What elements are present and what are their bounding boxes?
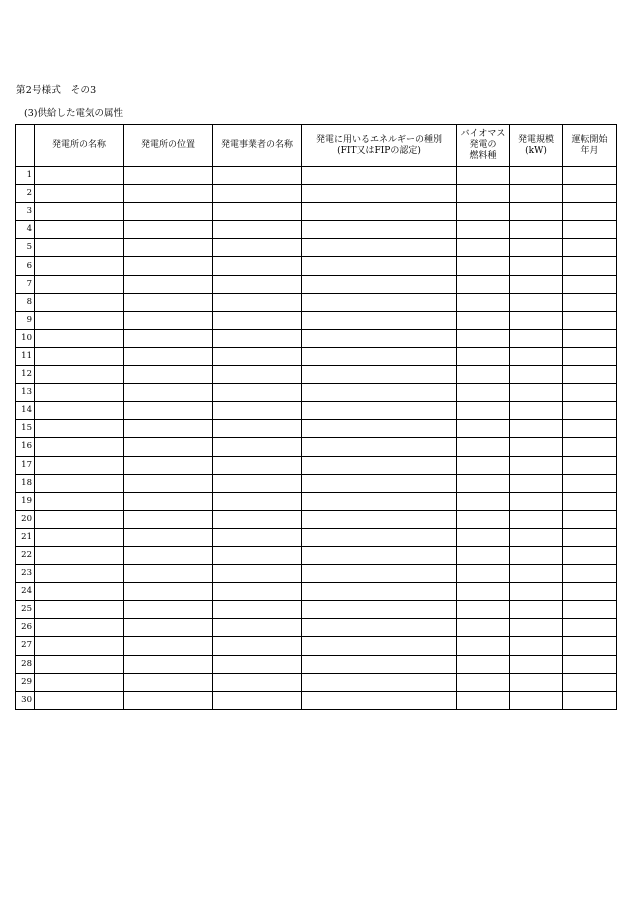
cell-energy-type[interactable] xyxy=(302,311,457,329)
cell-capacity[interactable] xyxy=(510,438,563,456)
cell-capacity[interactable] xyxy=(510,221,563,239)
cell-start-date[interactable] xyxy=(563,601,617,619)
cell-operator-name[interactable] xyxy=(213,257,302,275)
cell-energy-type[interactable] xyxy=(302,293,457,311)
cell-operator-name[interactable] xyxy=(213,565,302,583)
cell-capacity[interactable] xyxy=(510,366,563,384)
attributes-table xyxy=(15,124,617,710)
header-number xyxy=(16,125,35,167)
cell-plant-location[interactable] xyxy=(124,492,213,510)
cell-plant-name[interactable] xyxy=(35,293,124,311)
row-number: 13 xyxy=(16,384,35,402)
cell-plant-location[interactable] xyxy=(124,510,213,528)
table-row xyxy=(16,438,617,456)
cell-start-date[interactable] xyxy=(563,619,617,637)
table-row xyxy=(16,673,617,691)
cell-biomass-fuel[interactable] xyxy=(457,402,510,420)
cell-start-date[interactable] xyxy=(563,637,617,655)
header-energy-type-line2: (FIT又はFIPの認定) xyxy=(337,145,421,156)
cell-energy-type[interactable] xyxy=(302,673,457,691)
cell-plant-location[interactable] xyxy=(124,673,213,691)
cell-plant-name[interactable] xyxy=(35,438,124,456)
cell-biomass-fuel[interactable] xyxy=(457,221,510,239)
cell-plant-name[interactable] xyxy=(35,456,124,474)
cell-plant-name[interactable] xyxy=(35,257,124,275)
row-number: 3 xyxy=(16,203,35,221)
cell-plant-location[interactable] xyxy=(124,474,213,492)
cell-plant-location[interactable] xyxy=(124,583,213,601)
cell-biomass-fuel[interactable] xyxy=(457,456,510,474)
cell-energy-type[interactable] xyxy=(302,275,457,293)
cell-plant-location[interactable] xyxy=(124,329,213,347)
cell-start-date[interactable] xyxy=(563,257,617,275)
cell-plant-location[interactable] xyxy=(124,546,213,564)
cell-plant-name[interactable] xyxy=(35,510,124,528)
cell-plant-location[interactable] xyxy=(124,311,213,329)
cell-capacity[interactable] xyxy=(510,691,563,709)
row-number: 29 xyxy=(16,673,35,691)
header-capacity-line1: 発電規模 xyxy=(517,134,554,145)
cell-start-date[interactable] xyxy=(563,402,617,420)
cell-plant-name[interactable] xyxy=(35,528,124,546)
cell-biomass-fuel[interactable] xyxy=(457,420,510,438)
cell-capacity[interactable] xyxy=(510,293,563,311)
cell-start-date[interactable] xyxy=(563,329,617,347)
cell-capacity[interactable] xyxy=(510,546,563,564)
cell-energy-type[interactable] xyxy=(302,257,457,275)
cell-operator-name[interactable] xyxy=(213,510,302,528)
cell-plant-name[interactable] xyxy=(35,601,124,619)
cell-biomass-fuel[interactable] xyxy=(457,275,510,293)
cell-plant-name[interactable] xyxy=(35,167,124,185)
table-row xyxy=(16,366,617,384)
cell-start-date[interactable] xyxy=(563,546,617,564)
row-number: 11 xyxy=(16,347,35,365)
cell-energy-type[interactable] xyxy=(302,510,457,528)
cell-capacity[interactable] xyxy=(510,637,563,655)
cell-start-date[interactable] xyxy=(563,673,617,691)
cell-start-date[interactable] xyxy=(563,528,617,546)
cell-capacity[interactable] xyxy=(510,167,563,185)
cell-energy-type[interactable] xyxy=(302,438,457,456)
table-row xyxy=(16,420,617,438)
cell-biomass-fuel[interactable] xyxy=(457,293,510,311)
row-number: 15 xyxy=(16,420,35,438)
cell-plant-location[interactable] xyxy=(124,601,213,619)
table-row xyxy=(16,293,617,311)
cell-plant-location[interactable] xyxy=(124,619,213,637)
cell-operator-name[interactable] xyxy=(213,546,302,564)
cell-energy-type[interactable] xyxy=(302,366,457,384)
row-number: 6 xyxy=(16,257,35,275)
table-row xyxy=(16,239,617,257)
cell-energy-type[interactable] xyxy=(302,637,457,655)
cell-capacity[interactable] xyxy=(510,329,563,347)
row-number: 26 xyxy=(16,619,35,637)
cell-capacity[interactable] xyxy=(510,384,563,402)
cell-operator-name[interactable] xyxy=(213,691,302,709)
cell-start-date[interactable] xyxy=(563,384,617,402)
cell-plant-location[interactable] xyxy=(124,221,213,239)
table-row xyxy=(16,456,617,474)
header-plant-name: 発電所の名称 xyxy=(35,125,124,167)
cell-plant-name[interactable] xyxy=(35,239,124,257)
cell-plant-location[interactable] xyxy=(124,456,213,474)
cell-start-date[interactable] xyxy=(563,167,617,185)
table-row xyxy=(16,329,617,347)
cell-operator-name[interactable] xyxy=(213,420,302,438)
cell-operator-name[interactable] xyxy=(213,185,302,203)
cell-start-date[interactable] xyxy=(563,691,617,709)
table-row xyxy=(16,257,617,275)
row-number: 9 xyxy=(16,311,35,329)
row-number: 24 xyxy=(16,583,35,601)
cell-biomass-fuel[interactable] xyxy=(457,528,510,546)
cell-energy-type[interactable] xyxy=(302,619,457,637)
cell-plant-name[interactable] xyxy=(35,275,124,293)
row-number: 10 xyxy=(16,329,35,347)
cell-plant-location[interactable] xyxy=(124,565,213,583)
row-number: 21 xyxy=(16,528,35,546)
cell-plant-location[interactable] xyxy=(124,637,213,655)
cell-energy-type[interactable] xyxy=(302,221,457,239)
cell-plant-location[interactable] xyxy=(124,691,213,709)
cell-start-date[interactable] xyxy=(563,275,617,293)
header-capacity-line2: (kW) xyxy=(525,145,547,156)
table-row xyxy=(16,510,617,528)
cell-capacity[interactable] xyxy=(510,492,563,510)
cell-capacity[interactable] xyxy=(510,402,563,420)
cell-capacity[interactable] xyxy=(510,601,563,619)
cell-capacity[interactable] xyxy=(510,420,563,438)
cell-capacity[interactable] xyxy=(510,311,563,329)
cell-capacity[interactable] xyxy=(510,619,563,637)
cell-operator-name[interactable] xyxy=(213,167,302,185)
cell-start-date[interactable] xyxy=(563,239,617,257)
cell-operator-name[interactable] xyxy=(213,239,302,257)
cell-energy-type[interactable] xyxy=(302,474,457,492)
row-number: 2 xyxy=(16,185,35,203)
table-row xyxy=(16,384,617,402)
cell-start-date[interactable] xyxy=(563,474,617,492)
row-number: 14 xyxy=(16,402,35,420)
cell-start-date[interactable] xyxy=(563,347,617,365)
cell-operator-name[interactable] xyxy=(213,619,302,637)
cell-energy-type[interactable] xyxy=(302,546,457,564)
cell-plant-location[interactable] xyxy=(124,366,213,384)
cell-operator-name[interactable] xyxy=(213,673,302,691)
cell-energy-type[interactable] xyxy=(302,655,457,673)
cell-start-date[interactable] xyxy=(563,510,617,528)
cell-plant-name[interactable] xyxy=(35,420,124,438)
cell-operator-name[interactable] xyxy=(213,438,302,456)
cell-operator-name[interactable] xyxy=(213,456,302,474)
table-row xyxy=(16,311,617,329)
cell-biomass-fuel[interactable] xyxy=(457,601,510,619)
cell-biomass-fuel[interactable] xyxy=(457,311,510,329)
cell-biomass-fuel[interactable] xyxy=(457,619,510,637)
row-number: 22 xyxy=(16,546,35,564)
header-biomass-fuel xyxy=(457,125,510,167)
table-body xyxy=(16,167,617,710)
table-row xyxy=(16,619,617,637)
row-number: 5 xyxy=(16,239,35,257)
cell-operator-name[interactable] xyxy=(213,329,302,347)
row-number: 16 xyxy=(16,438,35,456)
cell-operator-name[interactable] xyxy=(213,366,302,384)
table-row xyxy=(16,637,617,655)
header-operator-name: 発電事業者の名称 xyxy=(213,125,302,167)
cell-start-date[interactable] xyxy=(563,221,617,239)
cell-capacity[interactable] xyxy=(510,257,563,275)
row-number: 8 xyxy=(16,293,35,311)
cell-plant-location[interactable] xyxy=(124,402,213,420)
cell-plant-name[interactable] xyxy=(35,366,124,384)
cell-operator-name[interactable] xyxy=(213,583,302,601)
cell-operator-name[interactable] xyxy=(213,384,302,402)
row-number: 18 xyxy=(16,474,35,492)
header-start-line2: 年月 xyxy=(580,145,599,156)
cell-plant-location[interactable] xyxy=(124,185,213,203)
header-biomass-line3: 燃料種 xyxy=(469,151,497,161)
cell-plant-name[interactable] xyxy=(35,221,124,239)
cell-operator-name[interactable] xyxy=(213,293,302,311)
cell-plant-name[interactable] xyxy=(35,546,124,564)
cell-biomass-fuel[interactable] xyxy=(457,583,510,601)
table-row xyxy=(16,528,617,546)
row-number: 23 xyxy=(16,565,35,583)
cell-energy-type[interactable] xyxy=(302,691,457,709)
header-energy-type xyxy=(302,125,457,167)
cell-plant-location[interactable] xyxy=(124,257,213,275)
row-number: 4 xyxy=(16,221,35,239)
cell-energy-type[interactable] xyxy=(302,420,457,438)
cell-energy-type[interactable] xyxy=(302,167,457,185)
cell-biomass-fuel[interactable] xyxy=(457,673,510,691)
cell-energy-type[interactable] xyxy=(302,329,457,347)
cell-plant-name[interactable] xyxy=(35,619,124,637)
table-row xyxy=(16,691,617,709)
header-capacity xyxy=(510,125,563,167)
table-row xyxy=(16,655,617,673)
table-row xyxy=(16,402,617,420)
cell-plant-location[interactable] xyxy=(124,384,213,402)
cell-energy-type[interactable] xyxy=(302,203,457,221)
cell-start-date[interactable] xyxy=(563,438,617,456)
cell-plant-location[interactable] xyxy=(124,239,213,257)
cell-plant-location[interactable] xyxy=(124,293,213,311)
cell-plant-location[interactable] xyxy=(124,167,213,185)
cell-capacity[interactable] xyxy=(510,203,563,221)
cell-biomass-fuel[interactable] xyxy=(457,329,510,347)
cell-biomass-fuel[interactable] xyxy=(457,691,510,709)
table-row xyxy=(16,167,617,185)
cell-plant-name[interactable] xyxy=(35,583,124,601)
cell-capacity[interactable] xyxy=(510,239,563,257)
cell-biomass-fuel[interactable] xyxy=(457,474,510,492)
cell-operator-name[interactable] xyxy=(213,275,302,293)
row-number: 1 xyxy=(16,167,35,185)
cell-biomass-fuel[interactable] xyxy=(457,655,510,673)
cell-biomass-fuel[interactable] xyxy=(457,239,510,257)
cell-capacity[interactable] xyxy=(510,528,563,546)
cell-plant-name[interactable] xyxy=(35,492,124,510)
cell-operator-name[interactable] xyxy=(213,311,302,329)
cell-start-date[interactable] xyxy=(563,655,617,673)
cell-capacity[interactable] xyxy=(510,347,563,365)
cell-energy-type[interactable] xyxy=(302,185,457,203)
cell-capacity[interactable] xyxy=(510,583,563,601)
cell-biomass-fuel[interactable] xyxy=(457,546,510,564)
cell-operator-name[interactable] xyxy=(213,655,302,673)
table-row xyxy=(16,221,617,239)
cell-plant-name[interactable] xyxy=(35,329,124,347)
row-number: 12 xyxy=(16,366,35,384)
cell-operator-name[interactable] xyxy=(213,347,302,365)
cell-capacity[interactable] xyxy=(510,185,563,203)
cell-energy-type[interactable] xyxy=(302,492,457,510)
cell-plant-location[interactable] xyxy=(124,275,213,293)
cell-energy-type[interactable] xyxy=(302,583,457,601)
cell-biomass-fuel[interactable] xyxy=(457,203,510,221)
table-row xyxy=(16,474,617,492)
cell-operator-name[interactable] xyxy=(213,402,302,420)
cell-start-date[interactable] xyxy=(563,583,617,601)
table-row xyxy=(16,583,617,601)
cell-plant-name[interactable] xyxy=(35,637,124,655)
cell-plant-name[interactable] xyxy=(35,384,124,402)
cell-biomass-fuel[interactable] xyxy=(457,438,510,456)
cell-operator-name[interactable] xyxy=(213,528,302,546)
row-number: 20 xyxy=(16,510,35,528)
cell-plant-location[interactable] xyxy=(124,655,213,673)
cell-start-date[interactable] xyxy=(563,420,617,438)
row-number: 25 xyxy=(16,601,35,619)
cell-start-date[interactable] xyxy=(563,203,617,221)
table-row xyxy=(16,203,617,221)
cell-operator-name[interactable] xyxy=(213,203,302,221)
header-biomass-line1: バイオマス xyxy=(460,129,506,139)
header-plant-location: 発電所の位置 xyxy=(124,125,213,167)
cell-capacity[interactable] xyxy=(510,510,563,528)
cell-start-date[interactable] xyxy=(563,366,617,384)
cell-start-date[interactable] xyxy=(563,565,617,583)
cell-plant-name[interactable] xyxy=(35,311,124,329)
cell-energy-type[interactable] xyxy=(302,347,457,365)
cell-start-date[interactable] xyxy=(563,492,617,510)
cell-operator-name[interactable] xyxy=(213,601,302,619)
cell-plant-name[interactable] xyxy=(35,565,124,583)
cell-operator-name[interactable] xyxy=(213,637,302,655)
cell-operator-name[interactable] xyxy=(213,492,302,510)
row-number: 27 xyxy=(16,637,35,655)
cell-biomass-fuel[interactable] xyxy=(457,492,510,510)
cell-plant-location[interactable] xyxy=(124,528,213,546)
table-row xyxy=(16,601,617,619)
table-row xyxy=(16,565,617,583)
form-number: 第2号様式 その3 xyxy=(16,85,97,96)
cell-capacity[interactable] xyxy=(510,565,563,583)
cell-biomass-fuel[interactable] xyxy=(457,384,510,402)
cell-biomass-fuel[interactable] xyxy=(457,510,510,528)
row-number: 30 xyxy=(16,691,35,709)
cell-plant-name[interactable] xyxy=(35,673,124,691)
cell-biomass-fuel[interactable] xyxy=(457,347,510,365)
cell-operator-name[interactable] xyxy=(213,221,302,239)
header-biomass-line2: 発電の xyxy=(469,140,497,150)
table-row xyxy=(16,347,617,365)
cell-plant-location[interactable] xyxy=(124,347,213,365)
header-start-date xyxy=(563,125,617,167)
cell-capacity[interactable] xyxy=(510,673,563,691)
cell-energy-type[interactable] xyxy=(302,528,457,546)
cell-energy-type[interactable] xyxy=(302,565,457,583)
cell-biomass-fuel[interactable] xyxy=(457,167,510,185)
cell-plant-name[interactable] xyxy=(35,474,124,492)
row-number: 17 xyxy=(16,456,35,474)
header-energy-type-line1: 発電に用いるエネルギーの種別 xyxy=(315,134,442,145)
cell-biomass-fuel[interactable] xyxy=(457,565,510,583)
cell-start-date[interactable] xyxy=(563,456,617,474)
cell-energy-type[interactable] xyxy=(302,402,457,420)
section-title: (3)供給した電気の属性 xyxy=(24,108,123,119)
table-row xyxy=(16,185,617,203)
cell-energy-type[interactable] xyxy=(302,456,457,474)
cell-energy-type[interactable] xyxy=(302,384,457,402)
cell-plant-name[interactable] xyxy=(35,185,124,203)
cell-plant-location[interactable] xyxy=(124,420,213,438)
cell-operator-name[interactable] xyxy=(213,474,302,492)
cell-plant-name[interactable] xyxy=(35,203,124,221)
cell-biomass-fuel[interactable] xyxy=(457,257,510,275)
cell-plant-name[interactable] xyxy=(35,402,124,420)
table-row xyxy=(16,275,617,293)
cell-capacity[interactable] xyxy=(510,655,563,673)
cell-plant-location[interactable] xyxy=(124,203,213,221)
cell-biomass-fuel[interactable] xyxy=(457,637,510,655)
header-row xyxy=(16,125,617,167)
table-row xyxy=(16,492,617,510)
row-number: 7 xyxy=(16,275,35,293)
cell-biomass-fuel[interactable] xyxy=(457,185,510,203)
row-number: 28 xyxy=(16,655,35,673)
cell-start-date[interactable] xyxy=(563,293,617,311)
cell-energy-type[interactable] xyxy=(302,601,457,619)
cell-plant-name[interactable] xyxy=(35,655,124,673)
cell-plant-location[interactable] xyxy=(124,438,213,456)
cell-plant-name[interactable] xyxy=(35,347,124,365)
header-start-line1: 運転開始 xyxy=(571,134,608,145)
cell-plant-name[interactable] xyxy=(35,691,124,709)
cell-capacity[interactable] xyxy=(510,275,563,293)
row-number: 19 xyxy=(16,492,35,510)
cell-start-date[interactable] xyxy=(563,185,617,203)
cell-capacity[interactable] xyxy=(510,474,563,492)
cell-capacity[interactable] xyxy=(510,456,563,474)
cell-biomass-fuel[interactable] xyxy=(457,366,510,384)
cell-energy-type[interactable] xyxy=(302,239,457,257)
cell-start-date[interactable] xyxy=(563,311,617,329)
table-row xyxy=(16,546,617,564)
